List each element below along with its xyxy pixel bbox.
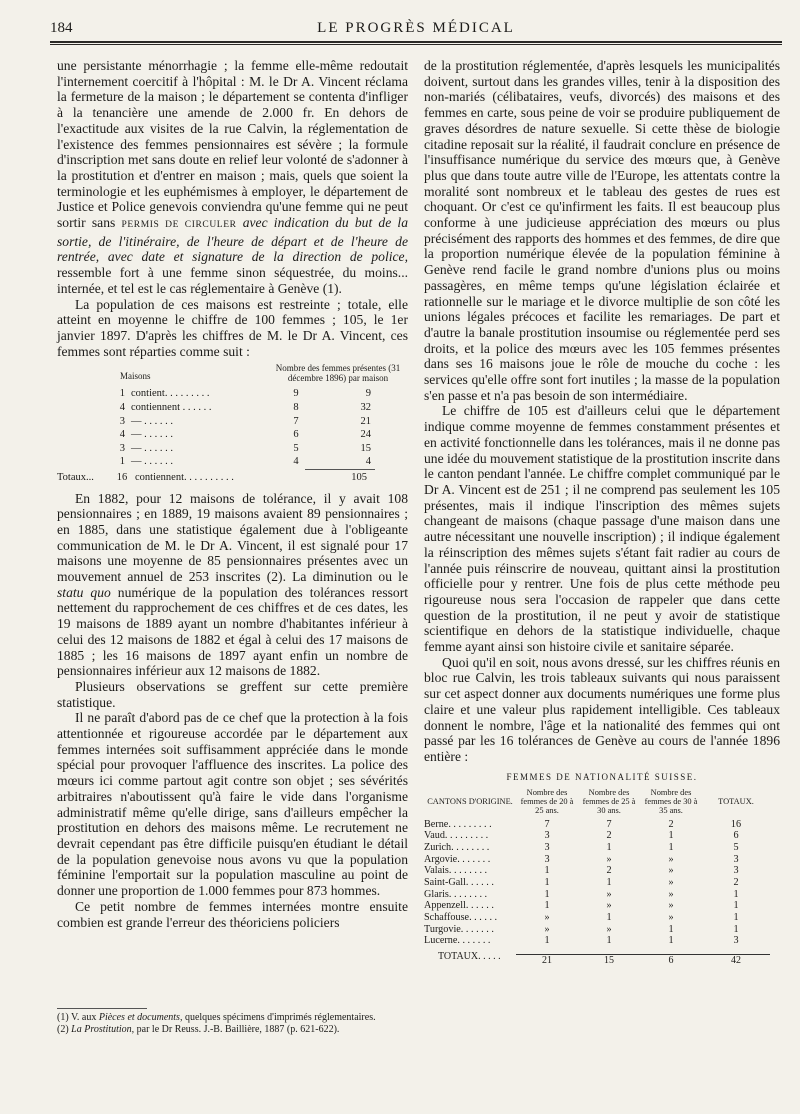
table-cell: 1 — [544, 935, 550, 947]
table-header — [424, 789, 780, 815]
table-cell: 1 — [733, 912, 739, 924]
table-cell: 1 — [606, 912, 612, 924]
nationality-table — [424, 771, 780, 968]
table-cell: 21 — [360, 415, 371, 427]
table-cell: 24 — [360, 429, 371, 441]
total-value: 21 — [516, 954, 578, 968]
paragraph: Il ne paraît d'abord pas de ce chef que la protection à la fois attentionnée et rigoureuse accordée par le département aux femmes internées soit suffisamment appréciée dans le monde spécial pour provoquer l'affluence des inscrites. La police des mœurs ici comme partout agit contre son objet ; ses sévérités arbitraires n'aboutissent qu'à faire le vide dans l'organisme administratif même qu'elle dirige, sans d'ailleurs empêcher la prostitution en dehors des maisons même. Le recrutement ne devrait cependant pas être difficile puisqu'en étudiant le détail de la population genevoise nous avons vu que la population féminine l'emportait sur la population masculine au point de donner une proportion de 1.000 femmes pour 873 hommes. — [57, 710, 408, 899]
table-cell: 4 — [119, 401, 125, 413]
italic-text: Pièces et documents, — [98, 1012, 183, 1023]
table-row — [57, 428, 408, 442]
page-header — [50, 20, 782, 36]
table-cell: Glaris. . . . . . . . — [424, 888, 488, 900]
right-column — [424, 58, 780, 968]
table-cell: Saint-Gall. . . . . . — [424, 876, 494, 888]
total-value: 105 — [351, 471, 367, 483]
table-cell: » — [668, 900, 674, 912]
table-cell: — . . . . . . — [131, 429, 173, 441]
table-row — [424, 900, 780, 912]
table-cell: 1 — [733, 900, 739, 912]
text: quelques spécimens d'imprimés réglementaires. — [182, 1012, 376, 1023]
table-row — [424, 865, 780, 877]
table-cell: 6 — [293, 429, 299, 441]
total-value: 42 — [702, 954, 770, 968]
paragraph — [57, 58, 408, 297]
table-cell: 8 — [293, 401, 299, 413]
table-row — [57, 387, 408, 401]
table-cell: 1 — [733, 923, 739, 935]
table-cell: contiennent . . . . . . — [131, 401, 212, 413]
text: numérique de la population des tolérances ressort nettement du rapprochement de ces chiffres et de ces dates, les 19 maisons de 1889 ayant un nombre d'habitantes inférieur à celui des 12 maisons de 1882 et égal à celui des 17 maisons de 1885 ; les 16 maisons de 1897 ayant enfin un nombre de pensionnaires inférieur aux 12 maisons de 1882. — [57, 584, 408, 679]
table-cell: 2 — [606, 865, 612, 877]
column-header: Maisons — [120, 371, 151, 382]
footnote — [57, 1024, 408, 1036]
table-cell: 3 — [544, 841, 550, 853]
column-header: Nombre des femmes de 25 à 30 ans. — [582, 788, 636, 815]
table-cell: 9 — [293, 388, 299, 400]
column-header: TOTAUX. — [718, 796, 754, 806]
journal-title: LE PROGRÈS MÉDICAL — [317, 20, 515, 36]
table-cell: Argovie. . . . . . . — [424, 853, 491, 865]
table-cell: 1 — [119, 456, 125, 468]
table-cell: Lucerne. . . . . . . — [424, 935, 491, 947]
italic-text: La Prostitution, — [71, 1023, 135, 1035]
table-row — [424, 877, 780, 889]
table-cell: Zurich. . . . . . . . — [424, 841, 490, 853]
table-cell: — . . . . . . — [131, 456, 173, 468]
table-cell: 4 — [365, 456, 371, 468]
table-cell: 4 — [119, 429, 125, 441]
text: ressemble fort à une femme sinon séquestrée, du moins... internée, et tel est le cas réglementaire à Genève (1). — [57, 265, 408, 296]
footnotes — [57, 1012, 408, 1035]
table-cell: 6 — [733, 830, 739, 842]
table-cell: » — [668, 865, 674, 877]
table-cell: 3 — [119, 442, 125, 454]
table-title: FEMMES DE NATIONALITÉ SUISSE. — [506, 771, 698, 782]
table-cell: » — [668, 888, 674, 900]
table-cell: — . . . . . . — [131, 442, 173, 454]
text: (2) — [57, 1023, 72, 1035]
table-cell: » — [668, 876, 674, 888]
table-cell: » — [668, 912, 674, 924]
table-row — [424, 889, 780, 901]
small-caps-text: PERMIS DE CIRCULER — [121, 220, 237, 231]
table-cell: Valais. . . . . . . . — [424, 865, 488, 877]
table-row — [57, 401, 408, 415]
table-cell: 3 — [733, 935, 739, 947]
total-label: TOTAUX. . . . . — [438, 951, 501, 963]
table-cell: 1 — [606, 935, 612, 947]
table-cell: 5 — [293, 442, 299, 454]
footnote — [57, 1012, 408, 1024]
column-header: CANTONS D'ORIGINE. — [427, 796, 513, 806]
footnote-rule — [57, 1008, 147, 1009]
table-cell: Vaud. . . . . . . . . — [424, 830, 489, 842]
table-cell: 32 — [360, 401, 371, 413]
total-value: 15 — [578, 954, 640, 968]
header-rule — [50, 41, 782, 43]
table-cell: » — [544, 923, 550, 935]
table-cell: » — [544, 912, 550, 924]
table-cell: contient. . . . . . . . . — [131, 388, 210, 400]
column-header: Nombre des femmes présentes (31 décembre 1896) par maison — [275, 363, 401, 384]
table-cell: 3 — [544, 853, 550, 865]
table-cell: 3 — [733, 853, 739, 865]
table-row — [424, 924, 780, 936]
italic-text: avec indication du but de la sortie, de l'itinéraire, de l'heure de départ et de l'heure de rentrée, avec date et signature de la direction de police, — [57, 215, 408, 265]
table-cell: 1 — [668, 830, 674, 842]
table-header — [57, 363, 408, 383]
table-cell: 16 — [730, 818, 742, 830]
table-cell: 1 — [544, 888, 550, 900]
text: par le Dr Reuss. J.-B. Baillière, 1887 (p. 621-622). — [134, 1023, 340, 1035]
table-cell: 9 — [365, 388, 371, 400]
total-text: contiennent. . . . . . . . . . — [135, 471, 234, 483]
table-cell: 1 — [606, 841, 612, 853]
table-cell: 3 — [544, 830, 550, 842]
paragraph: Quoi qu'il en soit, nous avons dressé, sur les chiffres réunis en bloc rue Calvin, les trois tableaux suivants qui nous paraissent sur cet aspect donner aux documents numériques une forme plus claire et une valeur plus rapidement intelligible. Ces tableaux donnent le nombre, l'âge et la nationalité des femmes qui ont passé par les 16 tolérances de Genève au cours de l'année 1896 entière : — [424, 654, 780, 764]
table-cell: » — [668, 853, 674, 865]
table-row — [57, 442, 408, 456]
table-cell: 7 — [544, 818, 550, 830]
table-total-row — [424, 951, 780, 968]
table-row — [424, 819, 780, 831]
paragraph: Plusieurs observations se greffent sur cette première statistique. — [57, 678, 408, 710]
table-cell: 7 — [606, 818, 612, 830]
table-cell: » — [606, 888, 612, 900]
paragraph: Ce petit nombre de femmes internées montre ensuite combien est grande l'erreur des théoriciens policiers — [57, 898, 408, 930]
table-cell: Berne. . . . . . . . . — [424, 818, 492, 830]
table-cell: — . . . . . . — [131, 415, 173, 427]
italic-text: statu quo — [57, 584, 111, 600]
table-cell: 1 — [733, 888, 739, 900]
table-cell: » — [606, 923, 612, 935]
table-cell: 1 — [544, 900, 550, 912]
table-cell: Turgovie. . . . . . . — [424, 923, 494, 935]
table-cell: 4 — [293, 456, 299, 468]
table-cell: 15 — [360, 442, 371, 454]
total-count: 16 — [116, 471, 128, 483]
table-cell: 1 — [544, 876, 550, 888]
total-label: Totaux... — [57, 471, 94, 483]
table-cell: » — [606, 853, 612, 865]
text: une persistante ménorrhagie ; la femme elle-même redoutait l'internement coercitif à l'hôpital : M. le Dr A. Vincent réclama la fermeture de la maison ; le département se contenta d'infliger à la tenancière une amende de 2.000 fr. En dehors de l'exactitude aux visites de la rue Calvin, la réglementation de l'existence des femmes pensionnaires est sévère ; la formule d'inscription met sans doute en relief leur volonté de s'adonner à la prostitution et d'entrer en maison ; mais, quels que soient la terminologie et les euphémismes à employer, le département de Justice et Police genevois conviendra qu'une femme qui ne peut sortir sans — [57, 58, 408, 231]
table-cell: 1 — [668, 841, 674, 853]
table-cell: 1 — [544, 865, 550, 877]
table-cell: Schaffouse. . . . . . — [424, 912, 498, 924]
text: En 1882, pour 12 maisons de tolérance, il y avait 108 pensionnaires ; en 1889, 19 maisons avaient 89 pensionnaires ; en 1885, dans une statistique également due à l'obligeante communication de M. le Dr A. Vincent, il est signalé pour 17 maisons une moyenne de 85 pensionnaires présentes avec un mouvement annuel de 253 inscrites (2). La diminution ou le — [57, 490, 408, 585]
text: (1) V. aux — [57, 1012, 99, 1023]
table-cell: » — [606, 900, 612, 912]
table-cell: 1 — [668, 935, 674, 947]
table-cell: 2 — [606, 830, 612, 842]
table-row — [57, 455, 408, 469]
table-cell: 1 — [606, 876, 612, 888]
paragraph: Le chiffre de 105 est d'ailleurs celui que le département indique comme moyenne de femmes constamment présentes et en activité fonctionnelle dans les tolérances, mais il ne donne pas une idée du mouvement statistique de la prostitution inscrite dans le canton pendant l'année. Le chiffre complet communiqué par le Dr A. Vincent est de 251 ; il ne comprend pas seulement les 105 présentes, mais il indique l'inscription des mêmes sujets changeant de maisons (chaque passage d'une maison dans une autre nécessitant une nouvelle inscription) ; il indique également la réinscription des mêmes sujets s'étant fait radier au cours de l'année puis réinscrire de nouveau, quittant ainsi la prostitution officielle pour y rentrer. Une fois de plus cette méthode peu rigoureuse nous sera l'occasion de rappeler que dans cette question de la prostitution, il ne peut y avoir de statistique scientifique en dehors de la statistique individuelle, chaque femme ayant ainsi son histoire civile et sanitaire séparée. — [424, 403, 781, 655]
houses-table — [57, 363, 408, 484]
table-row — [424, 912, 780, 924]
table-cell: 2 — [668, 818, 674, 830]
paragraph: La population de ces maisons est restreinte ; totale, elle atteint en moyenne le chiffre de 100 femmes ; 105, le 1er janvier 1897. D'après les chiffres de M. le Dr A. Vincent, ces femmes sont réparties comme suit : — [57, 296, 408, 359]
table-cell: Appenzell. . . . . . — [424, 900, 494, 912]
table-total-row — [57, 471, 408, 485]
page-number: 184 — [50, 20, 73, 36]
table-row — [57, 415, 408, 429]
column-header: Nombre des femmes de 20 à 25 ans. — [520, 788, 574, 815]
table-row — [424, 854, 780, 866]
table-row — [424, 935, 780, 947]
table-cell: 3 — [119, 415, 125, 427]
table-cell: 1 — [119, 388, 125, 400]
paragraph — [57, 491, 408, 679]
table-cell: 1 — [668, 923, 674, 935]
table-cell: 3 — [733, 865, 739, 877]
header-rule-thin — [50, 44, 782, 45]
column-header: Nombre des femmes de 30 à 35 ans. — [644, 788, 698, 815]
table-row — [424, 830, 780, 842]
table-cell: 2 — [733, 876, 739, 888]
paragraph: de la prostitution réglementée, d'après lesquels les municipalités doivent, surtout dans les grandes villes, tenir à la disposition des non-mariés (célibataires, veufs, divorcés) des maisons et des femmes en carte, sous peine de voir se produire publiquement de graves désordres de nature sexuelle. Si cette thèse de biologie citadine reposait sur la réalité, il faudrait conclure en présence de l'insuffisance numérique du service des mœurs que, à Genève plus que dans toute autre ville de l'Europe, les attentats contre la moralité sont nombreux et le tableau des gestes de rues est choquant. Or c'est ce qu'infirment les faits. Il est beaucoup plus conforme à une judicieuse appréciation des mœurs ou plus précisément des rapports des hommes et des femmes, de dire que la proportion numérique élevée de la population féminine à Genève rend facile le grand nombre d'unions plus ou moins passagères, en même temps qu'une législation éclairée et rationnelle sur le mariage et le divorce multiplie de son côté les unions légales précoces et facilite les remariages. De part et d'autre la banale prostitution insoumise ou réglementée perd ses droits, et la police des mœurs avec les 105 femmes présentes dans ses 16 maisons joue le rôle de mouche du coche : les services qu'elle offre sont fort inutiles ; la masse de la population s'en passe et n'a pas besoin de son intermédiaire. — [424, 58, 780, 403]
table-cell: 7 — [293, 415, 299, 427]
left-column — [57, 58, 408, 930]
table-row — [424, 842, 780, 854]
total-value: 6 — [640, 954, 702, 968]
table-cell: 5 — [733, 841, 739, 853]
